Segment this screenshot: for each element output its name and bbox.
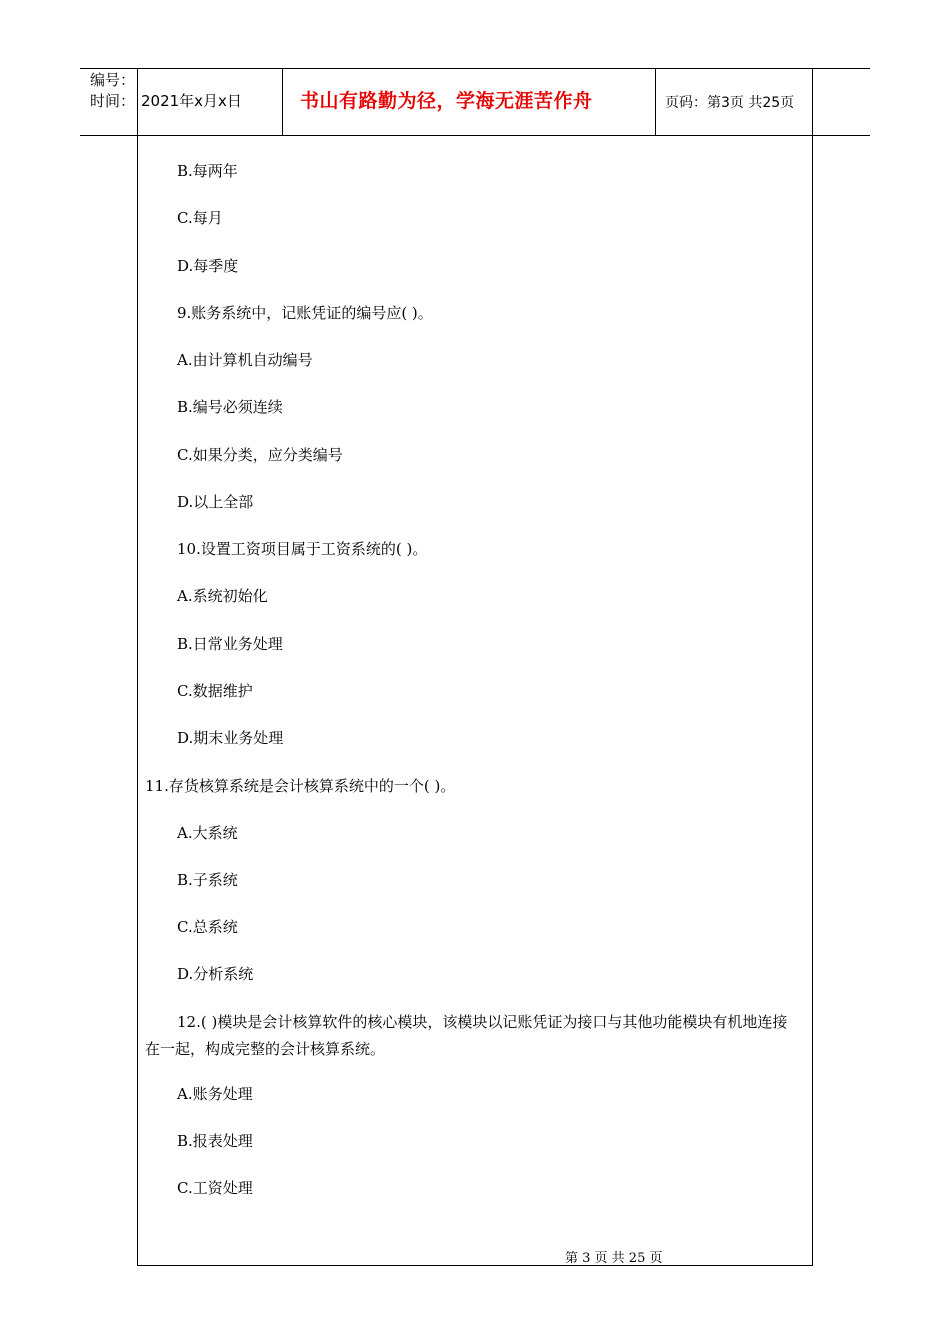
option-line: B.报表处理: [177, 1132, 253, 1150]
option-line: D.以上全部: [177, 493, 254, 511]
option-line: D.期末业务处理: [177, 729, 284, 747]
motto: 书山有路勤为径，学海无涯苦作舟: [300, 90, 593, 112]
option-line: D.每季度: [177, 257, 239, 275]
footer-page-number: 第 3 页 共 25 页: [565, 1251, 663, 1266]
option-line: B.编号必须连续: [177, 398, 283, 416]
question-paragraph: 12.( )模块是会计核算软件的核心模块，该模块以记账凭证为接口与其他功能模块有机地连接在一起，构成完整的会计核算系统。: [145, 1013, 788, 1058]
header-page-info: 页码：第3页 共25页: [665, 95, 795, 111]
option-line: B.日常业务处理: [177, 635, 283, 653]
option-line: C.工资处理: [177, 1179, 253, 1197]
time-label: 时间：: [90, 92, 136, 110]
question-line: 10.设置工资项目属于工资系统的( )。: [177, 540, 428, 558]
number-label: 编号：: [90, 71, 136, 89]
option-line: A.系统初始化: [177, 587, 268, 605]
option-line: A.账务处理: [177, 1085, 253, 1103]
option-line: B.子系统: [177, 871, 238, 889]
date-value: 2021年x月x日: [141, 92, 242, 110]
option-line: B.每两年: [177, 162, 238, 180]
option-line: C.如果分类，应分类编号: [177, 446, 343, 464]
question-line: 11.存货核算系统是会计核算系统中的一个( )。: [145, 777, 456, 795]
option-line: C.总系统: [177, 918, 238, 936]
option-line: D.分析系统: [177, 965, 254, 983]
question-line: 9.账务系统中，记账凭证的编号应( )。: [177, 304, 433, 322]
option-line: A.由计算机自动编号: [177, 351, 313, 369]
option-line: A.大系统: [177, 824, 238, 842]
option-line: C.数据维护: [177, 682, 253, 700]
option-line: C.每月: [177, 209, 223, 227]
